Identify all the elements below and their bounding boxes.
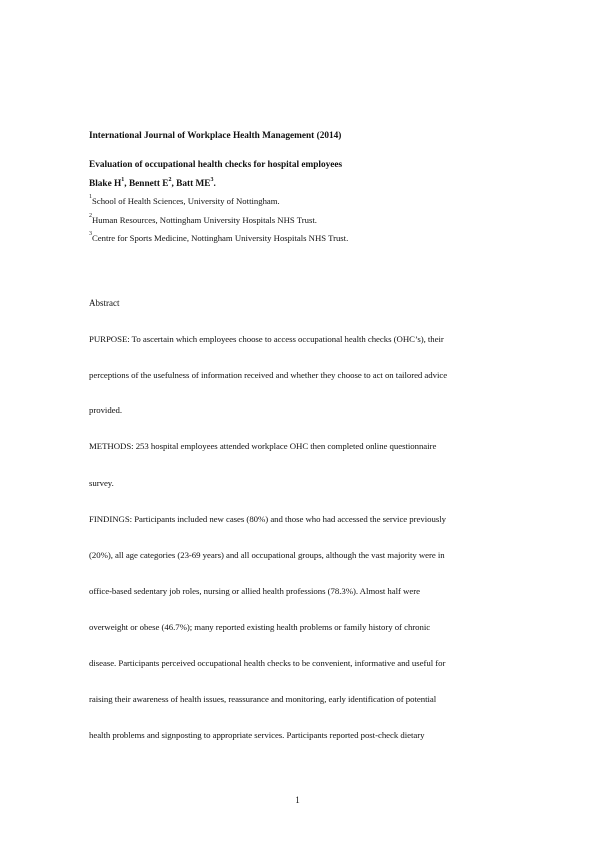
abstract-line: (20%), all age categories (23-69 years) and all occupational groups, although the vast majority were in: [89, 550, 445, 560]
author-name: Blake H: [89, 179, 122, 189]
author-affiliation-marker: 3: [210, 177, 214, 183]
affiliation-text: School of Health Sciences, University of Nottingham.: [92, 196, 280, 206]
abstract-line: FINDINGS: Participants included new cases (80%) and those who had accessed the service previously: [89, 514, 446, 524]
paper-title: Evaluation of occupational health checks for hospital employees: [89, 160, 343, 170]
affiliation-text: Centre for Sports Medicine, Nottingham University Hospitals NHS Trust.: [92, 233, 349, 243]
abstract-line: disease. Participants perceived occupational health checks to be convenient, informative and useful for: [89, 658, 446, 668]
affiliation-marker: 3: [89, 231, 92, 237]
affiliation: [89, 196, 280, 206]
author-separator: .: [213, 179, 216, 189]
author-separator: ,: [124, 179, 129, 189]
abstract-line: provided.: [89, 405, 123, 415]
author-list: [89, 179, 216, 189]
journal-citation: International Journal of Workplace Health Management (2014): [89, 131, 342, 141]
abstract-line: health problems and signposting to appropriate services. Participants reported post-check dietary: [89, 730, 425, 740]
abstract-line: METHODS: 253 hospital employees attended workplace OHC then completed online questionnaire: [89, 441, 437, 451]
abstract-line: perceptions of the usefulness of information received and whether they choose to act on tailored advice: [89, 370, 448, 380]
author-affiliation-marker: 2: [168, 177, 172, 183]
abstract-heading: Abstract: [89, 298, 120, 308]
author-affiliation-marker: 1: [121, 177, 125, 183]
author-name: Bennett E: [128, 179, 169, 189]
author-separator: ,: [171, 179, 177, 189]
abstract-line: raising their awareness of health issues, reassurance and monitoring, early identification of potential: [89, 694, 437, 704]
affiliation-marker: 1: [89, 194, 92, 200]
abstract-line: PURPOSE: To ascertain which employees choose to access occupational health checks (OHC’s), their: [89, 334, 444, 344]
abstract-line: overweight or obese (46.7%); many reported existing health problems or family history of chronic: [89, 622, 431, 632]
affiliation: [89, 233, 348, 243]
page-number: 1: [295, 795, 300, 805]
affiliation-text: Human Resources, Nottingham University Hospitals NHS Trust.: [92, 215, 317, 225]
affiliation-marker: 2: [89, 213, 92, 219]
author-name: Batt ME: [176, 179, 211, 189]
abstract-line: survey.: [89, 478, 114, 488]
abstract-line: office-based sedentary job roles, nursing or allied health professions (78.3%). Almost half were: [89, 586, 420, 596]
affiliation: [89, 215, 317, 225]
